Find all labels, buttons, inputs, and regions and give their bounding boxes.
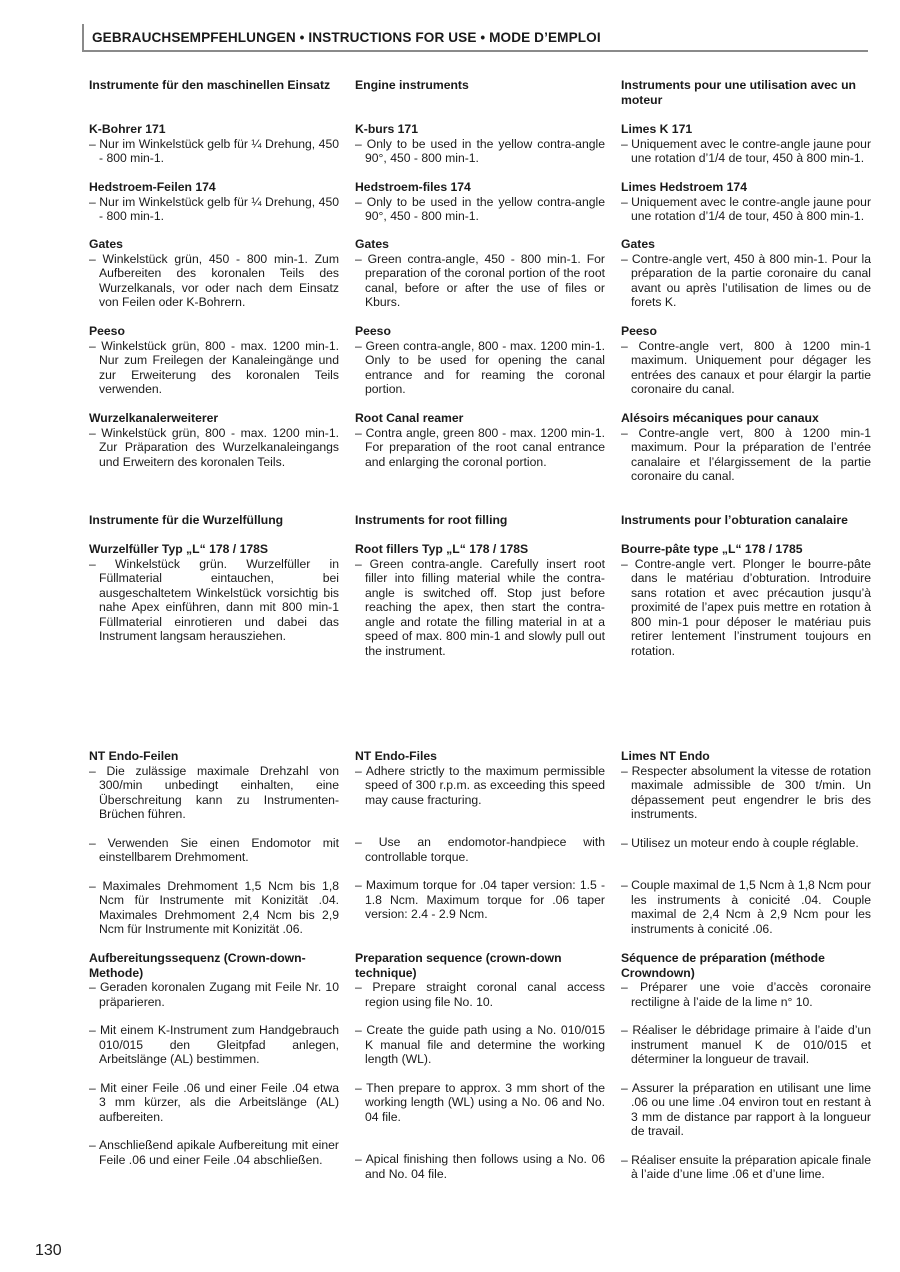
entry-reamer [355,411,605,469]
entry-item: – Contre-angle vert. Plonger le bourre-pâte dans le matériau d’obturation. Introduire sans rotation et avec précaution jusqu’à proximité de l’apex puis mettre en rotation à 800 min-1 pour déposer le matériau puis retirer lentement l’instrument toujours en rotation. [621,556,871,658]
entry-item: – Only to be used in the yellow contra-angle 90°, 450 - 800 min-1. [355,136,605,165]
entry-filler [89,542,339,644]
entry-kbohrer [355,122,605,166]
entry-gates [89,237,339,310]
entry-item: – Verwenden Sie einen Endomotor mit einstellbarem Drehmoment. [89,835,339,864]
entry-sequence [621,951,871,1182]
entry-item: – Prepare straight coronal canal access region using file No. 10. [355,980,605,1009]
entry-title: Aufbereitungssequenz (Crown-down-Methode) [89,951,306,980]
entry-item: – Green contra-angle. Carefully insert root filler into filling material while the contra-angle is switched off. Stop just before reaching the apex, then start the contra-angle and rotate the filling material in at a speed of max. 800 min-1 and slowly pull out the instrument. [355,556,605,658]
entry-item: – Uniquement avec le contre-angle jaune pour une rotation d’1/4 de tour, 450 à 800 min-1. [621,194,872,223]
section-title: Instrumente für den maschinellen Einsatz [89,78,331,92]
entry-title: Gates [89,237,123,251]
entry-item: – Maximales Drehmoment 1,5 Ncm bis 1,8 Ncm für Instrumente mit Konizität .04. Maximales Drehmoment 2,4 Ncm bis 2,9 Ncm für Instrumente mit Konizität .06. [89,878,339,936]
entry-hedstroem [621,180,871,224]
entry-hedstroem [89,180,339,224]
entry-title: Preparation sequence (crown-down technique) [355,951,562,980]
entry-title: NT Endo-Files [355,749,437,763]
entry-item: – Create the guide path using a No. 010/015 K manual file and determine the working length (WL). [355,1023,605,1066]
entry-title: Limes K 171 [621,122,693,136]
entry-title: Alésoirs mécaniques pour canaux [621,411,819,425]
entry-sequence [355,951,605,1181]
section-title: Instrumente für die Wurzelfüllung [89,513,284,527]
entry-item: – Use an endomotor-handpiece with controllable torque. [355,835,605,864]
entry-title: Séquence de préparation (méthode Crowndown) [621,951,825,980]
entry-peeso [89,324,339,397]
entry-item: – Contre-angle vert, 450 à 800 min-1. Pour la préparation de la partie coronaire du canal avant ou après l’utilisation de limes ou de forets K. [621,251,871,309]
entry-sequence [89,951,339,1167]
entry-title: Peeso [355,324,391,338]
entry-title: Root Canal reamer [355,411,464,425]
entry-item: – Respecter absolument la vitesse de rotation maximale admissible de 300 t/min. Un dépassement peut engendrer le bris des instruments. [621,763,871,821]
entry-peeso [621,324,871,397]
entry-title: Gates [621,237,655,251]
entry-item: – Utilisez un moteur endo à couple réglable. [621,835,859,850]
section-title: Instruments pour une utilisation avec un moteur [621,78,856,107]
entry-title: K-Bohrer 171 [89,122,166,136]
entry-reamer [621,411,871,484]
entry-item: – Mit einer Feile .06 und einer Feile .04 etwa 3 mm kürzer, als die Arbeitslänge (AL) aufbereiten. [89,1080,339,1124]
entry-item: – Only to be used in the yellow contra-angle 90°, 450 - 800 min-1. [355,194,605,223]
entry-ntendo [355,749,605,922]
section-heading [621,513,871,528]
entry-title: Hedstroem-Feilen 174 [89,180,216,194]
entry-item: – Winkelstück grün. Wurzelfüller in Füllmaterial eintauchen, bei ausgeschaltetem Winkelstück vorsichtig bis nahe Apex einführen, dann mit 800 min-1 Füllmaterial einrotieren und dabei das Instrument langsam herausziehen. [89,556,339,643]
section-title: Instruments pour l’obturation canalaire [621,513,848,527]
section-title: Engine instruments [355,78,469,92]
entry-item: – Réaliser ensuite la préparation apicale finale à l’aide d’une lime .06 et d’une lime. [621,1152,871,1181]
section-heading [621,78,871,107]
entry-ntendo [621,749,871,936]
entry-item: – Couple maximal de 1,5 Ncm à 1,8 Ncm pour les instruments à conicité .04. Couple maximal de 2,4 Ncm à 2,9 Ncm pour les instruments à conicité .06. [621,878,871,936]
entry-item: – Green contra-angle, 450 - 800 min-1. For preparation of the coronal portion of the root canal, before or after the use of files or Kburs. [355,251,605,309]
entry-ntendo [89,749,339,937]
entry-item: – Contra angle, green 800 - max. 1200 min-1. For preparation of the root canal entrance and enlarging the coronal portion. [355,425,605,469]
entry-item: – Contre-angle vert, 800 à 1200 min-1 maximum. Uniquement pour dégager les entrées des canaux et pour élargir la partie coronaire du canal. [621,338,871,396]
section-title: Instruments for root filling [355,513,508,527]
page-number: 130 [35,1242,62,1259]
entry-title: Peeso [621,324,657,338]
entry-item: – Winkelstück grün, 800 - max. 1200 min-1. Zur Präparation des Wurzelkanaleingangs und Erweitern des koronalen Teils. [89,425,339,469]
entry-kbohrer [89,122,339,166]
entry-item: – Green contra-angle, 800 - max. 1200 min-1. Only to be used for opening the canal entrance and for reaming the coronal portion. [355,338,605,396]
entry-item: – Préparer une voie d’accès coronaire rectiligne à l’aide de la lime n° 10. [621,980,871,1009]
entry-item: – Geraden koronalen Zugang mit Feile Nr. 10 präparieren. [89,980,339,1009]
entry-title: Hedstroem-files 174 [355,180,471,194]
entry-item: – Winkelstück grün, 450 - 800 min-1. Zum Aufbereiten des koronalen Teils des Wurzelkanals, vor oder nach dem Einsatz von Feilen oder K-Bohrern. [89,251,339,309]
entry-filler [621,542,871,658]
entry-item: – Nur im Winkelstück gelb für ¼ Drehung, 450 - 800 min-1. [89,194,339,223]
entry-item: – Anschließend apikale Aufbereitung mit einer Feile .06 und einer Feile .04 abschließen. [89,1138,339,1167]
section-heading [355,78,605,93]
entry-hedstroem [355,180,605,224]
entry-title: Root fillers Typ „L“ 178 / 178S [355,542,529,556]
entry-title: Gates [355,237,389,251]
section-heading [89,78,339,93]
entry-item: – Mit einem K-Instrument zum Handgebrauch 010/015 den Gleitpfad anlegen, Arbeitslänge (AL) bestimmen. [89,1023,339,1066]
entry-gates [621,237,871,310]
entry-item: – Nur im Winkelstück gelb für ¼ Drehung, 450 - 800 min-1. [89,136,339,165]
entry-item: – Apical finishing then follows using a No. 06 and No. 04 file. [355,1152,605,1181]
entry-title: K-burs 171 [355,122,418,136]
entry-reamer [89,411,339,469]
entry-item: – Uniquement avec le contre-angle jaune pour une rotation d’1/4 de tour, 450 à 800 min-1. [621,136,872,165]
section-heading [89,513,339,528]
entry-kbohrer [621,122,871,166]
entry-item: – Die zulässige maximale Drehzahl von 300/min unbedingt einhalten, eine Überschreitung kann zu Instrumenten-Brüchen führen. [89,763,339,821]
section-heading [355,513,605,528]
entry-title: Limes Hedstroem 174 [621,180,747,194]
entry-item: – Winkelstück grün, 800 - max. 1200 min-1. Nur zum Freilegen der Kanaleingänge und zur Erweiterung des koronalen Teils verwenden. [89,338,339,396]
entry-item: – Assurer la préparation en utilisant une lime .06 ou une lime .04 environ tout en restant à 3 mm de distance par rapport à la longueur de travail. [621,1080,871,1138]
entry-title: NT Endo-Feilen [89,749,179,763]
entry-title: Peeso [89,324,125,338]
entry-item: – Réaliser le débridage primaire à l’aide d’un instrument manuel K de 010/015 et déterminer la longueur de travail. [621,1023,871,1066]
entry-item: – Contre-angle vert, 800 à 1200 min-1 maximum. Pour la préparation de l’entrée canalaire et l’élargissement de la partie coronaire du canal. [621,425,871,483]
entry-item: – Adhere strictly to the maximum permissible speed of 300 r.p.m. as exceeding this speed may cause fracturing. [355,763,605,807]
entry-title: Wurzelfüller Typ „L“ 178 / 178S [89,542,269,556]
entry-title: Bourre-pâte type „L“ 178 / 1785 [621,542,803,556]
entry-item: – Maximum torque for .04 taper version: 1.5 - 1.8 Ncm. Maximum torque for .06 taper version: 2.4 - 2.9 Ncm. [355,878,605,921]
entry-title: Wurzelkanalerweiterer [89,411,219,425]
entry-filler [355,542,605,658]
page-header [82,24,868,52]
page-title: GEBRAUCHSEMPFEHLUNGEN • INSTRUCTIONS FOR USE • MODE D’EMPLOI [92,30,601,45]
entry-gates [355,237,605,310]
entry-title: Limes NT Endo [621,749,710,763]
entry-peeso [355,324,605,397]
entry-item: – Then prepare to approx. 3 mm short of the working length (WL) using a No. 06 and No. 04 file. [355,1080,605,1124]
